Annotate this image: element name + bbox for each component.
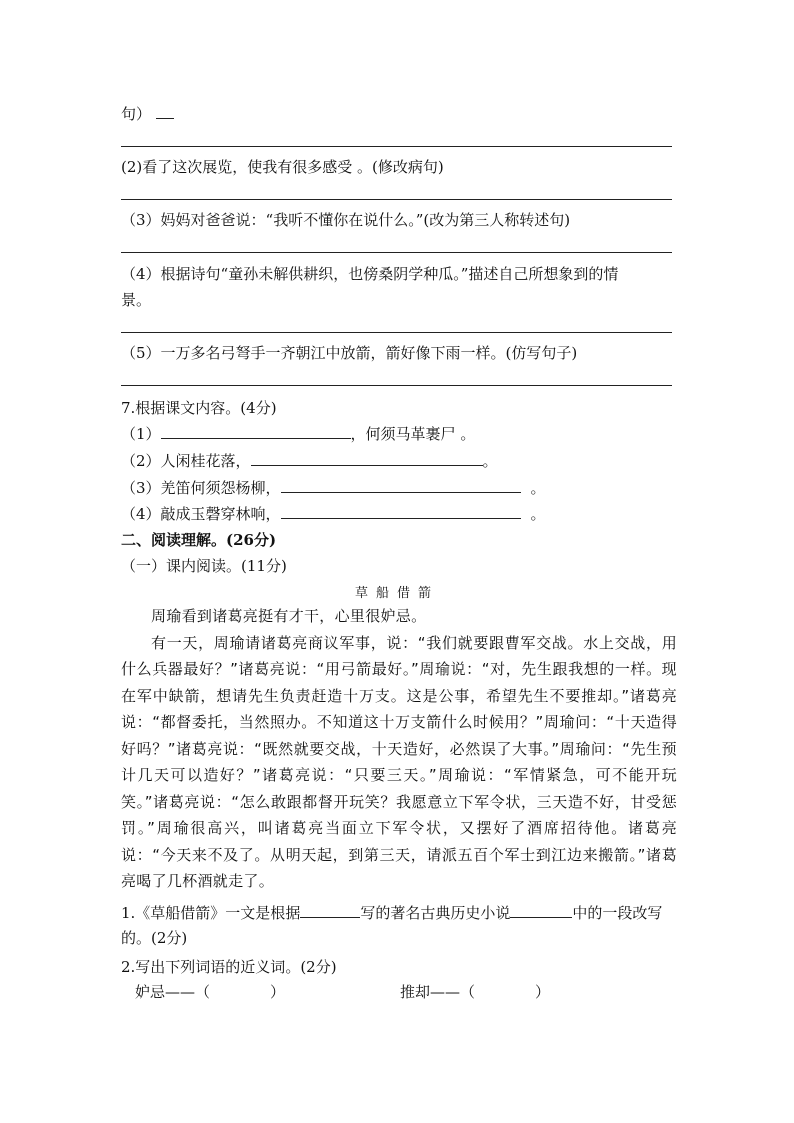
passage-paragraph: 有一天，周瑜请诸葛亮商议军事，说：“我们就要跟曹军交战。水上交战，用什么兵器最好？”诸葛亮说：“用弓箭最好。”周瑜说：“对，先生跟我想的一样。现在军中缺箭，想请先生负责赶造十万支。这是公事，希望先生不要推却。”诸葛亮说：“都督委托，当然照办。不知道这十万支箭什么时候用？”周瑜问：“十天造得好吗？”诸葛亮说：“既然就要交战，十天造好，必然误了大事。”周瑜问：“先生预计几天可以造好？”诸葛亮说：“只要三天。”周瑜说：“军情紧急，可不能开玩笑。”诸葛亮说：“怎么敢跟都督开玩笑？我愿意立下军令状，三天造不好，甘受惩罚。”周瑜很高兴，叫诸葛亮当面立下军令状，又摆好了酒席招待他。诸葛亮说：“今天来不及了。从明天起，到第三天，请派五百个军士到江边来搬箭。”诸葛亮喝了几杯酒就走了。 [121, 633, 677, 890]
answer-line[interactable] [121, 332, 672, 333]
fill-item-2 [121, 450, 498, 471]
answer-line[interactable] [121, 146, 672, 147]
question-tail [121, 103, 174, 124]
fill-item-1 [121, 423, 475, 444]
question-text: 1.《草船借箭》一文是根据 [121, 904, 301, 922]
fill-item-prefix: （3）羌笛何须怨杨柳， [121, 479, 281, 497]
answer-line[interactable] [121, 385, 672, 386]
question-text: 中的一段改写的。(2分) [121, 904, 663, 947]
synonym-item-1[interactable]: 妒忌——（ ） [135, 983, 286, 1001]
question-4-line-2: 景。 [121, 291, 152, 309]
fill-item-4 [121, 503, 546, 524]
answer-blank[interactable] [281, 503, 521, 519]
fill-item-suffix: 。 [482, 452, 498, 470]
fill-item-prefix: （4）敲成玉磬穿林响， [121, 505, 281, 523]
question-tail-text: 句） [121, 105, 152, 123]
reading-question-2: 2.写出下列词语的近义词。(2分) [121, 958, 337, 976]
answer-blank[interactable] [156, 103, 174, 119]
answer-blank[interactable] [161, 423, 351, 439]
answer-line[interactable] [121, 199, 672, 200]
part-2-subheading: （一）课内阅读。(11分) [121, 557, 287, 575]
question-3: （3）妈妈对爸爸说：“我听不懂你在说什么。”(改为第三人称转述句) [121, 211, 571, 229]
fill-item-prefix: （2）人闲桂花落， [121, 452, 251, 470]
answer-blank[interactable] [510, 902, 572, 918]
answer-blank[interactable] [281, 477, 521, 493]
answer-line[interactable] [121, 252, 672, 253]
fill-item-suffix: 。 [530, 479, 546, 497]
section-7-title: 7.根据课文内容。(4分) [121, 399, 277, 417]
fill-item-suffix: 。 [530, 505, 546, 523]
passage-title: 草船借箭 [354, 586, 439, 601]
question-5: （5）一万多名弓弩手一齐朝江中放箭，箭好像下雨一样。(仿写句子) [121, 344, 578, 362]
fill-item-prefix: （1） [121, 425, 161, 443]
question-4-line-1: （4）根据诗句“童孙未解供耕织，也傍桑阴学种瓜。”描述自己所想象到的情 [121, 265, 619, 283]
question-text: 写的著名古典历史小说 [360, 904, 511, 922]
part-2-heading: 二、阅读理解。(26分) [121, 531, 277, 549]
fill-item-3 [121, 477, 546, 498]
fill-item-suffix: ，何须马革裹尸 。 [350, 425, 476, 443]
passage-body [121, 603, 677, 895]
reading-question-1 [121, 901, 677, 951]
synonym-item-2[interactable]: 推却——（ ） [400, 983, 551, 1001]
question-2: (2)看了这次展览，使我有很多感受 。(修改病句) [121, 158, 444, 176]
answer-blank[interactable] [251, 450, 483, 466]
answer-blank[interactable] [300, 902, 360, 918]
passage-paragraph: 周瑜看到诸葛亮挺有才干，心里很妒忌。 [151, 607, 427, 625]
